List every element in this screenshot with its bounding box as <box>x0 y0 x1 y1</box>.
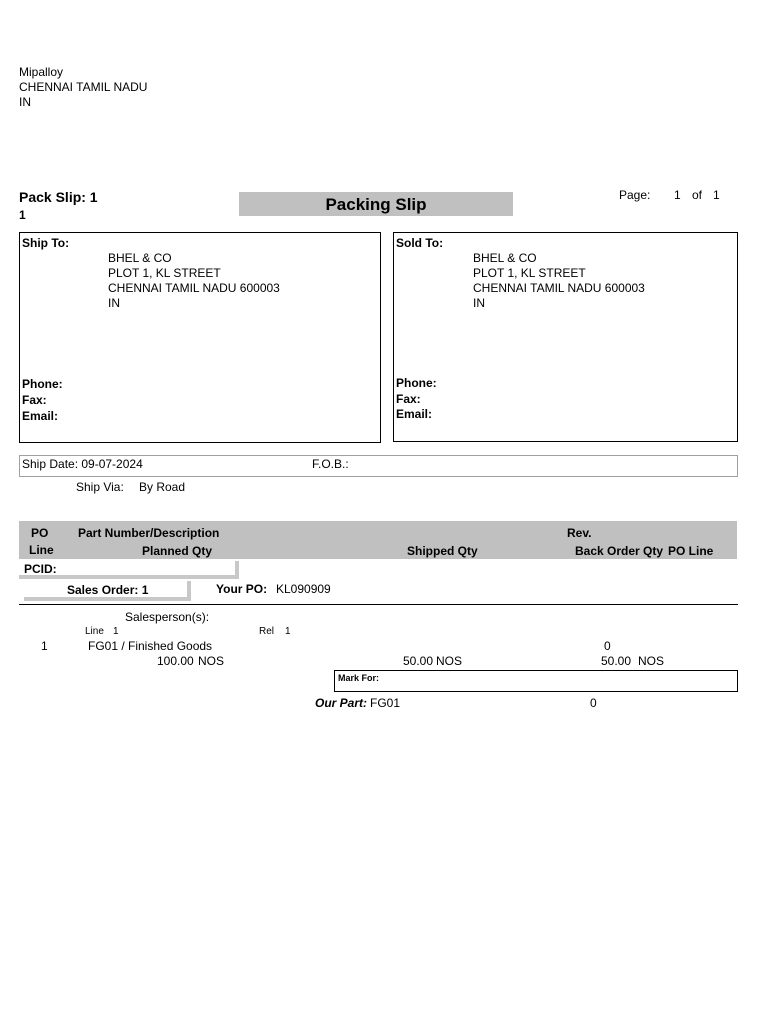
item-planned-uom: NOS <box>198 654 225 668</box>
sales-order: Sales Order: 1 <box>67 583 149 597</box>
item-shipped-uom: NOS <box>436 654 463 668</box>
sold-to-line-4: IN <box>473 296 485 310</box>
sold-to-email-label: Email: <box>396 407 433 421</box>
your-po-label: Your PO: <box>216 582 268 596</box>
page-of-label: of <box>692 188 703 202</box>
item-shipped-qty: 50.00 <box>403 654 434 668</box>
item-rev: 0 <box>604 639 611 653</box>
document-title: Packing Slip <box>239 192 513 216</box>
our-part-value: FG01 <box>370 696 401 710</box>
mark-for-box <box>334 670 738 692</box>
page-total: 1 <box>713 188 720 202</box>
item-planned-qty: 100.00 <box>157 654 194 668</box>
col-po: PO <box>31 526 49 540</box>
fob-label: F.O.B.: <box>312 457 349 471</box>
sold-to-line-1: BHEL & CO <box>473 251 537 265</box>
item-part-desc: FG01 / Finished Goods <box>88 639 213 653</box>
your-po-value: KL090909 <box>276 582 331 596</box>
ship-to-label: Ship To: <box>22 236 70 250</box>
our-part-label: Our Part: <box>315 696 368 710</box>
sold-to-line-3: CHENNAI TAMIL NADU 600003 <box>473 281 645 295</box>
sold-to-phone-label: Phone: <box>396 376 437 390</box>
company-country: IN <box>19 95 31 109</box>
ship-to-email-label: Email: <box>22 409 59 423</box>
item-po-line: 1 <box>41 639 48 653</box>
page-label: Page: <box>619 188 651 202</box>
ship-to-fax-label: Fax: <box>22 393 47 407</box>
ship-to-line-4: IN <box>108 296 120 310</box>
company-city: CHENNAI TAMIL NADU <box>19 80 148 94</box>
col-shipped-qty: Shipped Qty <box>407 544 478 558</box>
ship-via-value: By Road <box>139 480 186 494</box>
pack-slip-number: 1 <box>19 208 26 222</box>
col-back-order-qty: Back Order Qty <box>575 544 664 558</box>
page-current: 1 <box>674 188 681 202</box>
ship-via-label: Ship Via: <box>76 480 124 494</box>
rel-label: Rel <box>259 626 275 637</box>
mark-for-label: Mark For: <box>338 673 380 683</box>
sold-to-line-2: PLOT 1, KL STREET <box>473 266 586 280</box>
item-back-order-qty: 50.00 <box>601 654 632 668</box>
rel-value: 1 <box>285 626 291 637</box>
divider-line <box>19 604 738 605</box>
sold-to-label: Sold To: <box>396 236 444 250</box>
line-label: Line <box>85 626 104 637</box>
ship-to-line-1: BHEL & CO <box>108 251 172 265</box>
col-rev: Rev. <box>567 526 592 540</box>
pack-slip-label: Pack Slip: 1 <box>19 189 98 205</box>
sold-to-fax-label: Fax: <box>396 392 421 406</box>
sold-to-box <box>393 232 738 442</box>
our-part-extra: 0 <box>590 696 597 710</box>
col-planned-qty: Planned Qty <box>142 544 213 558</box>
item-back-order-uom: NOS <box>638 654 665 668</box>
pcid-label: PCID: <box>24 562 57 576</box>
ship-to-box <box>19 232 381 443</box>
ship-to-line-3: CHENNAI TAMIL NADU 600003 <box>108 281 280 295</box>
col-line: Line <box>29 543 54 557</box>
ship-to-line-2: PLOT 1, KL STREET <box>108 266 221 280</box>
salesperson-label: Salesperson(s): <box>125 610 210 624</box>
ship-to-phone-label: Phone: <box>22 377 63 391</box>
col-po-line: PO Line <box>668 544 714 558</box>
line-value: 1 <box>113 626 119 637</box>
ship-date: Ship Date: 09-07-2024 <box>22 457 143 471</box>
col-part: Part Number/Description <box>78 526 220 540</box>
company-name: Mipalloy <box>19 65 64 79</box>
